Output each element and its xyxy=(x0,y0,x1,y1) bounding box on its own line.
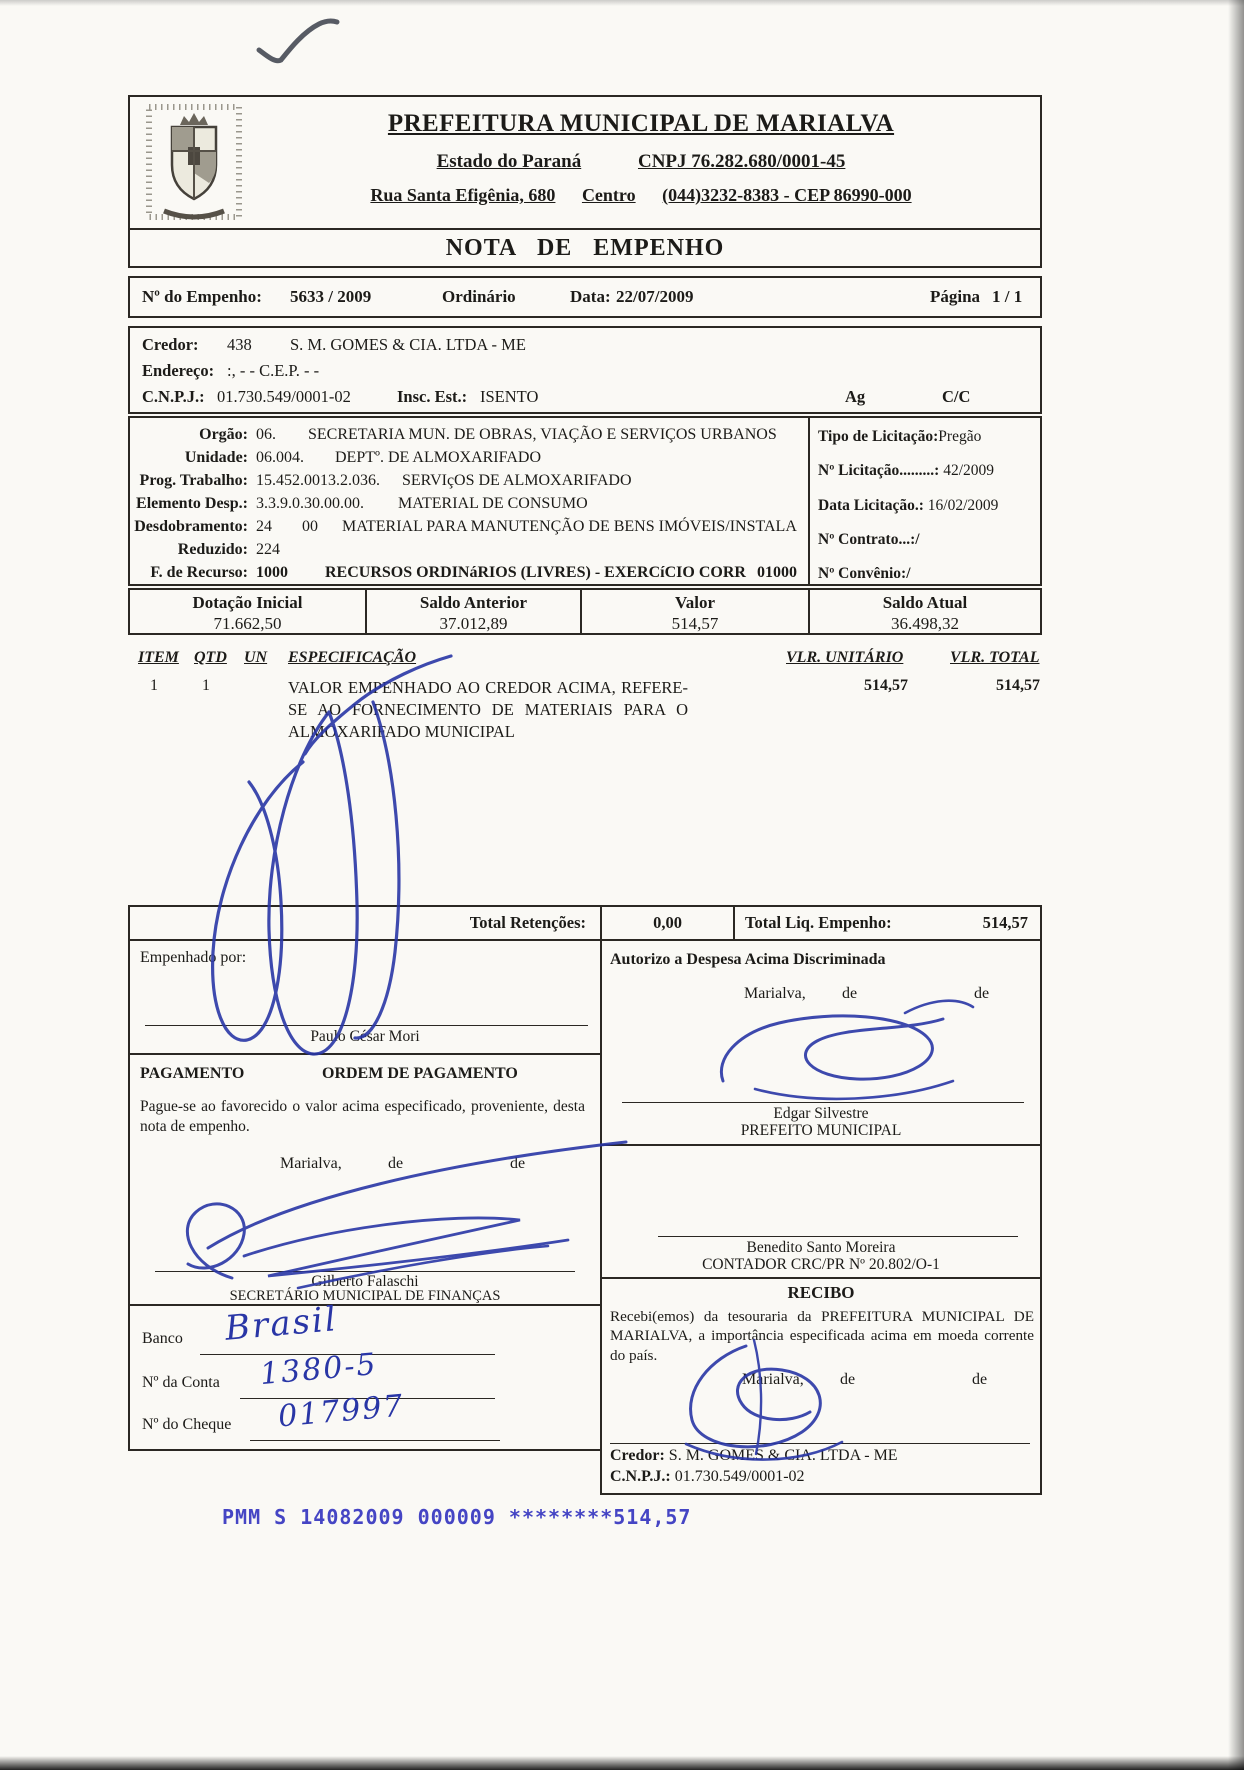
signature-line xyxy=(658,1236,1018,1237)
empenho-number-label: Nº do Empenho: xyxy=(142,287,262,306)
receipt-cnpj: 01.730.549/0001-02 xyxy=(674,1468,805,1485)
covenant-number-row xyxy=(818,565,1036,583)
unit-row xyxy=(130,449,808,471)
net-total-value: 514,57 xyxy=(982,913,1028,932)
letterhead-text xyxy=(248,97,1034,206)
committed-by-label: Empenhado por: xyxy=(140,949,247,966)
date-de-2: de xyxy=(972,1371,988,1388)
city-label: Marialva, xyxy=(280,1155,342,1172)
page-indicator: 1 / 1 xyxy=(992,287,1023,306)
items-header-item: ITEM xyxy=(138,649,179,666)
balance-cell-valor xyxy=(580,590,808,633)
signature-line xyxy=(155,1271,575,1272)
letterhead xyxy=(128,95,1042,230)
item-unit-value: 514,57 xyxy=(864,677,908,694)
balance-value: 71.662,50 xyxy=(213,614,282,633)
authorization-title: Autorizo a Despesa Acima Discriminada xyxy=(610,951,886,968)
city-label: Marialva, xyxy=(742,1371,804,1388)
contract-number-row xyxy=(818,531,1036,549)
balance-value: 36.498,32 xyxy=(891,614,959,633)
bidding-column xyxy=(808,418,1040,584)
organ-label: Orgão: xyxy=(199,426,248,443)
covenant-number-label: Nº Convênio:/ xyxy=(818,565,911,582)
empenho-type: Ordinário xyxy=(442,287,516,306)
breakdown-row xyxy=(130,518,808,540)
signer-name-edgar: Edgar Silvestre xyxy=(773,1105,869,1122)
letterhead-line2 xyxy=(248,151,1034,173)
creditor-code: 438 xyxy=(227,335,252,354)
handwritten-checkmark xyxy=(253,16,353,76)
signature-line xyxy=(610,1443,1030,1444)
district-label: Centro xyxy=(581,185,636,205)
net-total-cell xyxy=(733,907,1040,939)
organ-name: SECRETARIA MUN. DE OBRAS, VIAÇÃO E SERVIÇOS URBANOS xyxy=(308,426,777,443)
expense-element-label: Elemento Desp.: xyxy=(136,495,248,512)
receipt-cnpj-label: C.N.P.J.: xyxy=(610,1468,671,1485)
creditor-address: :, - - C.E.P. - - xyxy=(227,361,320,380)
receipt-creditor-row xyxy=(610,1447,898,1465)
resource-source-code2: 01000 xyxy=(757,564,797,581)
right-signature-column xyxy=(600,941,1042,1495)
balance-cell-dotacao xyxy=(130,590,365,633)
agency-label: Ag xyxy=(845,387,866,406)
resource-source-code: 1000 xyxy=(256,564,288,581)
balance-value: 37.012,89 xyxy=(439,614,508,633)
bidding-type: Pregão xyxy=(938,428,982,445)
page-indicator-label: Página xyxy=(930,287,981,306)
work-program-row xyxy=(130,472,808,494)
bidding-number-label: Nº Licitação.........: xyxy=(818,462,940,479)
signer-name-paulo: Paulo César Mori xyxy=(310,1028,420,1045)
budget-box xyxy=(128,416,1042,586)
check-field-line xyxy=(250,1440,500,1441)
dot-matrix-line: PMM S 14082009 000009 ********514,57 xyxy=(222,1505,692,1529)
balance-value: 514,57 xyxy=(671,614,719,633)
bidding-date: 16/02/2009 xyxy=(923,497,999,514)
empenho-number: 5633 / 2009 xyxy=(290,287,372,306)
creditor-box xyxy=(128,326,1042,414)
retentions-value: 0,00 xyxy=(600,907,733,939)
bidding-number-row xyxy=(818,462,1036,480)
items-header-unit-value: VLR. UNITÁRIO xyxy=(786,649,904,666)
bidding-type-label: Tipo de Licitação: xyxy=(818,428,939,445)
breakdown-label: Desdobramento: xyxy=(134,518,248,535)
creditor-cnpj: 01.730.549/0001-02 xyxy=(217,387,351,406)
empenho-date-label: Data: xyxy=(570,287,611,306)
signatures-area xyxy=(128,941,1042,1495)
totals-row xyxy=(128,905,1042,941)
items-table xyxy=(128,643,1042,905)
phone-cep-label: (044)3232-8383 - CEP 86990-000 xyxy=(662,185,912,205)
nota-de-empenho-form xyxy=(128,95,1042,1495)
payment-order-title: ORDEM DE PAGAMENTO xyxy=(322,1065,518,1082)
state-label: Estado do Paraná xyxy=(436,151,582,172)
empenho-number-row xyxy=(128,276,1042,318)
municipality-title: PREFEITURA MUNICIPAL DE MARIALVA xyxy=(387,110,895,137)
unit-label: Unidade: xyxy=(184,449,248,466)
reduced-code: 224 xyxy=(256,541,280,558)
scan-edge-bottom xyxy=(0,1756,1244,1770)
signer-role-finance-secretary: SECRETÁRIO MUNICIPAL DE FINANÇAS xyxy=(229,1288,501,1304)
signer-name-benedito: Benedito Santo Moreira xyxy=(746,1239,896,1256)
receipt-creditor: S. M. GOMES & CIA. LTDA - ME xyxy=(668,1447,898,1464)
expense-element-row xyxy=(130,495,808,517)
breakdown-subcode: 00 xyxy=(302,518,318,535)
date-de-2: de xyxy=(510,1155,526,1172)
unit-code: 06.004. xyxy=(256,449,304,466)
receipt-title: RECIBO xyxy=(787,1283,855,1302)
signer-role-accountant: CONTADOR CRC/PR Nº 20.802/O-1 xyxy=(702,1256,940,1273)
net-total-label: Total Liq. Empenho: xyxy=(745,913,892,932)
organ-code: 06. xyxy=(256,426,276,443)
balance-cell-atual xyxy=(808,590,1040,633)
balance-header: Saldo Atual xyxy=(882,593,968,612)
account-value-handwritten: 1380-5 xyxy=(258,1346,379,1393)
receipt-creditor-label: Credor: xyxy=(610,1447,665,1464)
items-header-total-value: VLR. TOTAL xyxy=(950,649,1040,666)
bidding-date-label: Data Licitação.: xyxy=(818,497,924,514)
document-title-bar xyxy=(128,228,1042,268)
authorization-section xyxy=(602,941,1040,1146)
work-program-label: Prog. Trabalho: xyxy=(139,472,248,489)
scan-edge-right xyxy=(1228,0,1244,1770)
date-de-2: de xyxy=(974,985,990,1002)
balances-table xyxy=(128,588,1042,635)
work-program-code: 15.452.0013.2.036. xyxy=(256,472,380,489)
receipt-cnpj-row xyxy=(610,1468,805,1486)
item-description: VALOR EMPENHADO AO CREDOR ACIMA, REFERE-SE AO FORNECIMENTO DE MATERIAIS PARA O ALMOXARIFADO MUNICIPAL xyxy=(288,678,688,741)
bank-label: Banco xyxy=(142,1330,183,1347)
signer-role-mayor: PREFEITO MUNICIPAL xyxy=(740,1122,902,1139)
bidding-type-row xyxy=(818,428,1036,446)
breakdown-code: 24 xyxy=(256,518,272,535)
reduced-row xyxy=(130,541,808,563)
receipt-text: Recebi(emos) da tesouraria da PREFEITURA MUNICIPAL DE MARIALVA, a importância especificada acima em moeda corrente do país. xyxy=(610,1308,1034,1364)
accountant-section xyxy=(602,1146,1040,1279)
budget-left-column xyxy=(130,418,808,584)
street-address: Rua Santa Efigênia, 680 xyxy=(370,185,556,205)
creditor-name: S. M. GOMES & CIA. LTDA - ME xyxy=(290,335,526,354)
item-total-value: 514,57 xyxy=(996,677,1040,694)
creditor-address-label: Endereço: xyxy=(142,361,215,380)
contract-number-label: Nº Contrato...:/ xyxy=(818,531,920,548)
signer-name-gilberto: Gilberto Falaschi xyxy=(311,1273,419,1290)
empenho-date: 22/07/2009 xyxy=(616,287,694,306)
check-number-label: Nº do Cheque xyxy=(142,1416,232,1433)
cnpj-label: CNPJ 76.282.680/0001-45 xyxy=(637,151,846,172)
city-label: Marialva, xyxy=(744,985,806,1002)
resource-source-row xyxy=(130,564,808,586)
bidding-date-row xyxy=(818,497,1036,515)
resource-source-name: RECURSOS ORDINáRIOS (LIVRES) - EXERCíCIO CORR xyxy=(325,564,746,581)
payment-title: PAGAMENTO xyxy=(140,1065,245,1082)
creditor-label: Credor: xyxy=(142,335,199,354)
work-program-name: SERVIçOS DE ALMOXARIFADO xyxy=(402,472,632,489)
payment-order-section xyxy=(130,1053,600,1306)
check-value-handwritten: 017997 xyxy=(276,1388,406,1435)
bank-check-section xyxy=(130,1299,600,1447)
items-header-qty: QTD xyxy=(194,649,227,666)
state-registration: ISENTO xyxy=(480,387,539,406)
expense-element-name: MATERIAL DE CONSUMO xyxy=(398,495,588,512)
item-number: 1 xyxy=(150,677,158,694)
coat-of-arms xyxy=(142,103,246,223)
resource-source-label: F. de Recurso: xyxy=(150,564,248,581)
document-title: NOTA DE EMPENHO xyxy=(445,235,725,261)
account-label: C/C xyxy=(942,387,971,406)
items-header-spec: ESPECIFICAÇÃO xyxy=(288,649,417,666)
organ-row xyxy=(130,426,808,448)
retentions-label: Total Retenções: xyxy=(469,913,586,932)
expense-element-code: 3.3.9.0.30.00.00. xyxy=(256,495,364,512)
date-de-1: de xyxy=(840,1371,856,1388)
balance-header: Dotação Inicial xyxy=(192,593,303,612)
receipt-section xyxy=(602,1279,1040,1491)
letterhead-line3 xyxy=(248,185,1034,206)
unit-name: DEPTº. DE ALMOXARIFADO xyxy=(335,449,541,466)
committed-by-section xyxy=(130,941,600,1053)
scan-edge-top xyxy=(0,0,1244,6)
reduced-label: Reduzido: xyxy=(177,541,248,558)
account-number-label: Nº da Conta xyxy=(142,1374,220,1391)
bidding-number: 42/2009 xyxy=(939,462,995,479)
balance-cell-anterior xyxy=(365,590,580,633)
date-de-1: de xyxy=(842,985,858,1002)
state-registration-label: Insc. Est.: xyxy=(397,387,468,406)
bank-value-handwritten: Brasil xyxy=(223,1299,340,1349)
creditor-cnpj-label: C.N.P.J.: xyxy=(142,387,205,406)
signature-line xyxy=(145,1025,588,1026)
items-header-un: UN xyxy=(244,649,268,666)
balance-header: Saldo Anterior xyxy=(419,593,528,612)
balance-header: Valor xyxy=(675,593,715,612)
left-signature-column xyxy=(128,941,600,1451)
item-quantity: 1 xyxy=(202,677,210,694)
breakdown-name: MATERIAL PARA MANUTENÇÃO DE BENS IMÓVEIS/INSTALA xyxy=(342,518,797,535)
date-de-1: de xyxy=(388,1155,404,1172)
payment-text: Pague-se ao favorecido o valor acima especificado, proveniente, desta nota de empenho. xyxy=(140,1098,585,1136)
signature-line xyxy=(622,1102,1024,1103)
